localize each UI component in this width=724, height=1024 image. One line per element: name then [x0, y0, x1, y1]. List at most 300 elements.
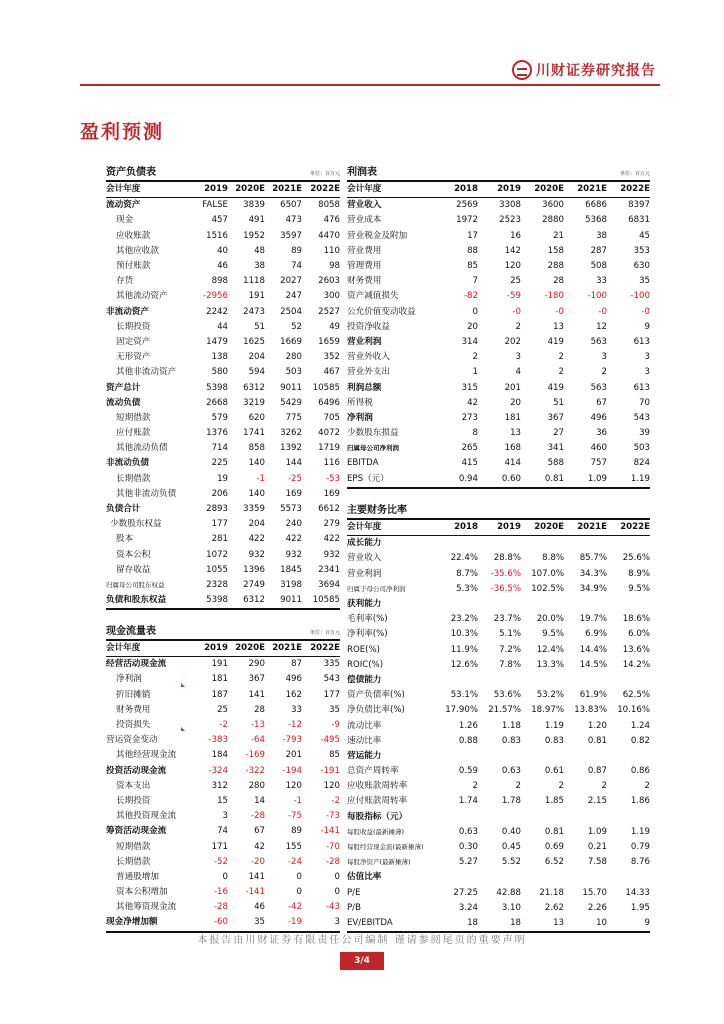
table-row: [347, 456, 650, 471]
table-cell: -28: [325, 856, 340, 867]
table-cell: 13.83%: [574, 705, 607, 716]
table-title: 利润表: [347, 167, 377, 178]
table-cell: [607, 870, 650, 885]
table-title: 主要财务比率: [347, 505, 407, 516]
table-cell: 6312: [243, 382, 265, 393]
table-cell: 3198: [280, 579, 302, 590]
row-label: 营业收入: [347, 553, 382, 564]
table-cell: 3597: [280, 230, 302, 241]
table-cell: 42: [467, 397, 478, 408]
table-row: [347, 916, 650, 932]
table-cell: 120: [285, 780, 302, 791]
table-cell: 341: [547, 443, 564, 454]
table-cell: -141: [320, 826, 340, 837]
table-cell: 2880: [542, 215, 564, 226]
table-cell: 62.5%: [622, 690, 650, 701]
table-cell: -100: [587, 291, 607, 302]
row-label: 净利润: [347, 412, 373, 423]
comment-marker-icon: [181, 727, 185, 731]
table-cell: 460: [590, 443, 607, 454]
table-cell: 201: [504, 382, 521, 393]
table-row: [106, 213, 340, 228]
table-cell: 51: [553, 397, 564, 408]
column-header: 2022E: [607, 520, 650, 536]
table-cell: 177: [211, 519, 228, 530]
table-cell: 315: [461, 382, 478, 393]
row-label: 营业外收入: [347, 352, 390, 363]
row-label: 预付账款: [116, 261, 151, 272]
table-cell: 53.1%: [450, 690, 478, 701]
table-cell: 6612: [318, 504, 340, 515]
table-cell: 1118: [243, 276, 265, 287]
table-cell: 1659: [318, 336, 340, 347]
table-cell: 1952: [243, 230, 265, 241]
row-label: 现金: [116, 215, 134, 226]
table-cell: 705: [323, 412, 340, 423]
table-cell: 13: [510, 428, 521, 439]
table-cell: 422: [323, 534, 340, 545]
table-row: [347, 810, 650, 825]
table-cell: 28: [553, 276, 564, 287]
table-cell: [478, 749, 521, 764]
balance-sheet-table: [106, 162, 340, 610]
table-cell: 14.5%: [579, 659, 607, 670]
table-cell: -0: [641, 306, 650, 317]
table-row: [106, 335, 340, 350]
table-cell: 2527: [318, 306, 340, 317]
row-label: 资本公积: [116, 549, 151, 560]
table-cell: 1072: [206, 549, 228, 560]
row-label: 偿债能力: [347, 674, 382, 685]
table-cell: 181: [504, 412, 521, 423]
table-cell: 7: [472, 276, 478, 287]
table-cell: 419: [547, 336, 564, 347]
table-cell: 74: [291, 261, 302, 272]
table-cell: -42: [287, 902, 302, 913]
table-cell: 1.26: [458, 720, 478, 731]
table-title: 现金流量表: [106, 626, 156, 637]
table-cell: 2.62: [544, 902, 564, 913]
table-header-row: [347, 520, 650, 536]
table-cell: 0: [334, 871, 340, 882]
table-cell: 33: [596, 276, 607, 287]
table-cell: 5.1%: [499, 629, 521, 640]
table-cell: -59: [506, 291, 521, 302]
table-cell: 6312: [228, 593, 265, 609]
table-row: [106, 380, 340, 395]
table-cell: 33: [291, 704, 302, 715]
table-cell: 2: [558, 367, 564, 378]
table-cell: 34.3%: [579, 568, 607, 579]
table-cell: 46: [217, 261, 228, 272]
table-cell: 28: [254, 704, 265, 715]
table-cell: 155: [285, 841, 302, 852]
table-cell: 265: [461, 443, 478, 454]
table-cell: 10.16%: [617, 705, 650, 716]
table-cell: 0.87: [587, 766, 607, 777]
data-table: [106, 182, 340, 610]
table-cell: 503: [285, 367, 302, 378]
table-row: [347, 259, 650, 274]
table-cell: -2956: [203, 291, 228, 302]
column-header: 2021E: [564, 520, 607, 536]
table-cell: -191: [320, 765, 340, 776]
table-cell: 2603: [318, 276, 340, 287]
table-cell: 42.88: [496, 887, 521, 898]
table-cell: 0.60: [478, 472, 521, 488]
page-number: 3/4: [340, 952, 384, 970]
table-cell: [435, 870, 478, 885]
column-header: 会计年度: [106, 641, 191, 657]
table-row: [347, 870, 650, 885]
table-cell: 824: [633, 458, 650, 469]
table-cell: 19.7%: [579, 614, 607, 625]
table-cell: 169: [323, 488, 340, 499]
table-cell: 2668: [206, 397, 228, 408]
table-cell: 5.52: [501, 857, 521, 868]
row-label: 所得税: [347, 397, 373, 408]
table-cell: 2328: [206, 579, 228, 590]
table-cell: 247: [285, 291, 302, 302]
table-row: [106, 396, 340, 411]
header-divider: [80, 84, 660, 86]
table-cell: 3: [644, 367, 650, 378]
table-cell: 287: [590, 245, 607, 256]
table-cell: 27: [553, 428, 564, 439]
table-cell: 279: [323, 519, 340, 530]
table-cell: 2: [515, 321, 521, 332]
table-cell: 1741: [243, 428, 265, 439]
table-cell: 36: [596, 428, 607, 439]
table-row: [347, 688, 650, 703]
table-cell: 2569: [456, 200, 478, 211]
table-cell: 67: [596, 397, 607, 408]
row-label: 公允价值变动收益: [347, 306, 416, 317]
table-row: [347, 749, 650, 764]
row-label: 流动比率: [347, 720, 382, 731]
table-cell: 120: [504, 261, 521, 272]
table-cell: 6831: [628, 215, 650, 226]
table-cell: 8.8%: [542, 553, 564, 564]
row-label: 长期借款: [116, 473, 151, 484]
comment-marker-icon: [181, 683, 185, 687]
table-row: [106, 915, 340, 931]
table-cell: 10.3%: [450, 629, 478, 640]
table-cell: 1516: [206, 230, 228, 241]
table-cell: 19: [217, 473, 228, 484]
row-label: 总资产周转率: [347, 766, 399, 777]
table-cell: 2: [515, 781, 521, 792]
table-cell: 15.70: [582, 887, 607, 898]
table-cell: 2.15: [587, 796, 607, 807]
footer-disclaimer: 本报告由川财证券有限责任公司编制 谨请参阅尾页的重要声明: [197, 935, 527, 946]
table-cell: 9.5%: [542, 629, 564, 640]
table-cell: 2.26: [587, 902, 607, 913]
table-cell: 42: [254, 841, 265, 852]
table-cell: 2504: [280, 306, 302, 317]
row-label: 资产负债率(%): [347, 690, 405, 701]
row-label: 净负债比率(%): [347, 705, 405, 716]
table-cell: -180: [544, 291, 564, 302]
table-cell: 0.94: [435, 472, 478, 488]
table-cell: 496: [590, 412, 607, 423]
table-cell: 3262: [280, 428, 302, 439]
table-cell: 51: [254, 321, 265, 332]
row-label: 非流动资产: [106, 306, 149, 317]
table-row: [106, 289, 340, 304]
column-header: 2021E: [564, 182, 607, 198]
table-cell: 8.7%: [456, 568, 478, 579]
table-cell: 543: [633, 412, 650, 423]
table-cell: -20: [250, 856, 265, 867]
table-cell: -43: [325, 902, 340, 913]
column-header: 2022E: [302, 182, 340, 198]
row-label: 其他筹资现金流: [116, 902, 177, 913]
table-cell: 6.52: [544, 857, 564, 868]
table-cell: 2: [644, 781, 650, 792]
table-row: [347, 350, 650, 365]
table-cell: 0: [472, 306, 478, 317]
table-cell: [521, 536, 564, 552]
table-cell: -793: [282, 735, 302, 746]
table-cell: 201: [285, 750, 302, 761]
row-label: 流动负债: [106, 397, 141, 408]
table-row: [106, 764, 340, 779]
table-row: [347, 441, 650, 456]
table-row: [106, 748, 340, 763]
table-cell: 142: [504, 245, 521, 256]
table-cell: 18.6%: [622, 614, 650, 625]
table-cell: 2: [601, 367, 607, 378]
table-cell: -73: [325, 811, 340, 822]
table-cell: 3: [644, 352, 650, 363]
table-row: [106, 703, 340, 718]
data-table: [347, 520, 650, 933]
table-cell: 25.6%: [622, 553, 650, 564]
table-cell: -2: [219, 720, 228, 731]
table-cell: 2: [472, 352, 478, 363]
table-cell: [435, 673, 478, 688]
table-cell: 102.5%: [531, 583, 564, 594]
row-label: EBITDA: [347, 458, 379, 469]
table-cell: 273: [461, 412, 478, 423]
table-cell: 3694: [318, 579, 340, 590]
table-row: [106, 578, 340, 593]
table-cell: 184: [211, 750, 228, 761]
table-cell: 473: [285, 215, 302, 226]
table-row: [106, 441, 340, 456]
table-cell: [478, 536, 521, 552]
table-row: [106, 824, 340, 839]
table-cell: 1.78: [501, 796, 521, 807]
table-cell: -13: [250, 720, 265, 731]
table-cell: 16: [510, 230, 521, 241]
table-row: [106, 274, 340, 289]
table-cell: 579: [211, 412, 228, 423]
table-cell: 13.3%: [536, 659, 564, 670]
table-cell: 44: [217, 321, 228, 332]
table-cell: 2893: [206, 504, 228, 515]
table-cell: 107.0%: [531, 568, 564, 579]
table-cell: 312: [211, 780, 228, 791]
table-cell: 0.82: [630, 735, 650, 746]
table-unit: 单位：百万元: [619, 171, 650, 177]
table-cell: -1: [293, 795, 302, 806]
table-cell: -322: [245, 765, 265, 776]
table-row: [106, 244, 340, 259]
table-cell: -12: [287, 720, 302, 731]
table-cell: 98: [329, 261, 340, 272]
table-cell: 70: [639, 397, 650, 408]
table-cell: 457: [211, 215, 228, 226]
table-cell: [607, 810, 650, 825]
table-cell: 1625: [243, 336, 265, 347]
income-statement-table: [347, 162, 650, 489]
table-cell: -75: [287, 811, 302, 822]
table-cell: 1.86: [630, 796, 650, 807]
table-row: [106, 517, 340, 532]
table-cell: 5.27: [458, 857, 478, 868]
table-cell: 0.81: [544, 826, 564, 837]
table-cell: 22.4%: [450, 553, 478, 564]
table-row: [347, 703, 650, 718]
row-label: 其他非流动资产: [116, 367, 177, 378]
column-header: 会计年度: [106, 182, 191, 198]
table-cell: 300: [323, 291, 340, 302]
table-cell: [564, 810, 607, 825]
table-cell: 0: [222, 871, 228, 882]
table-cell: 491: [248, 215, 265, 226]
table-cell: 168: [504, 443, 521, 454]
table-row: [106, 870, 340, 885]
column-header: 会计年度: [347, 182, 435, 198]
row-label: 少数股东损益: [347, 428, 399, 439]
row-label: 营业利润: [347, 336, 382, 347]
table-cell: 21.57%: [488, 705, 521, 716]
row-label: 投资净收益: [347, 321, 390, 332]
table-cell: 110: [323, 245, 340, 256]
table-cell: 17: [467, 230, 478, 241]
table-cell: -169: [245, 750, 265, 761]
table-row: [347, 536, 650, 552]
table-cell: 10585: [302, 593, 340, 609]
table-cell: 25: [510, 276, 521, 287]
table-cell: 14: [254, 795, 265, 806]
table-row: [347, 673, 650, 688]
table-cell: 181: [211, 674, 228, 685]
table-cell: 67: [254, 826, 265, 837]
table-cell: 563: [590, 336, 607, 347]
table-row: [347, 612, 650, 627]
table-cell: 5.3%: [456, 583, 478, 594]
table-row: [106, 809, 340, 824]
table-cell: 2473: [243, 306, 265, 317]
table-row: [106, 426, 340, 441]
row-label: 营运能力: [347, 750, 382, 761]
table-cell: [607, 749, 650, 764]
table-cell: 34.9%: [579, 583, 607, 594]
table-row: [106, 718, 340, 733]
table-cell: 88: [467, 245, 478, 256]
table-cell: 5573: [280, 504, 302, 515]
table-cell: -9: [331, 720, 340, 731]
table-row: [106, 688, 340, 703]
table-cell: 898: [211, 276, 228, 287]
table-cell: [607, 536, 650, 552]
table-cell: 6686: [585, 200, 607, 211]
table-cell: [435, 749, 478, 764]
row-label: 少数股东权益: [110, 519, 162, 530]
column-header: 2022E: [302, 641, 340, 657]
table-row: [347, 305, 650, 320]
table-cell: 1.24: [630, 720, 650, 731]
table-row: [106, 365, 340, 380]
table-row: [106, 900, 340, 915]
table-cell: 1.20: [587, 720, 607, 731]
table-cell: -28: [213, 902, 228, 913]
table-cell: [435, 597, 478, 612]
table-row: [106, 548, 340, 563]
table-cell: 28.8%: [493, 553, 521, 564]
table-cell: 0.81: [587, 735, 607, 746]
row-label: 每股经营现金流(最新摊薄): [347, 843, 424, 852]
table-cell: 0.81: [521, 472, 564, 488]
row-label: 无形资产: [116, 352, 151, 363]
table-cell: -24: [287, 856, 302, 867]
row-label: 资本支出: [116, 780, 151, 791]
table-cell: 0: [296, 871, 302, 882]
table-cell: 8.76: [630, 857, 650, 868]
table-row: [347, 597, 650, 612]
table-cell: 0.30: [458, 842, 478, 853]
table-title-bar: [347, 500, 650, 520]
table-cell: 35: [228, 915, 265, 931]
column-header: 2020E: [228, 641, 265, 657]
table-row: [347, 764, 650, 779]
table-header-row: [347, 182, 650, 198]
row-label: 净利率(%): [347, 629, 388, 640]
row-label: 净利润: [116, 674, 142, 685]
table-cell: 141: [248, 871, 265, 882]
table-cell: 2523: [499, 215, 521, 226]
row-label: 归属母公司股东权益: [106, 580, 165, 589]
table-row: [347, 198, 650, 214]
table-cell: 422: [285, 534, 302, 545]
table-cell: 0.88: [458, 735, 478, 746]
table-cell: 775: [285, 412, 302, 423]
table-cell: 288: [547, 261, 564, 272]
table-cell: -324: [208, 765, 228, 776]
table-cell: [478, 597, 521, 612]
table-row: [106, 672, 340, 687]
table-cell: 3600: [542, 200, 564, 211]
table-cell: 1376: [206, 428, 228, 439]
row-label: 负债和股东权益: [106, 593, 191, 609]
row-label: 短期借款: [116, 412, 151, 423]
table-cell: 0.21: [587, 842, 607, 853]
row-label: 资产总计: [106, 382, 141, 393]
table-title-bar: [347, 162, 650, 182]
row-label: 资产减值损失: [347, 291, 399, 302]
table-cell: 1.09: [564, 472, 607, 488]
table-cell: 419: [547, 382, 564, 393]
row-label: 非流动负债: [106, 458, 149, 469]
column-header: 会计年度: [347, 520, 435, 536]
table-cell: 12.6%: [450, 659, 478, 670]
table-cell: 3.24: [458, 902, 478, 913]
table-cell: 588: [547, 458, 564, 469]
row-label: EV/EBITDA: [347, 916, 435, 932]
